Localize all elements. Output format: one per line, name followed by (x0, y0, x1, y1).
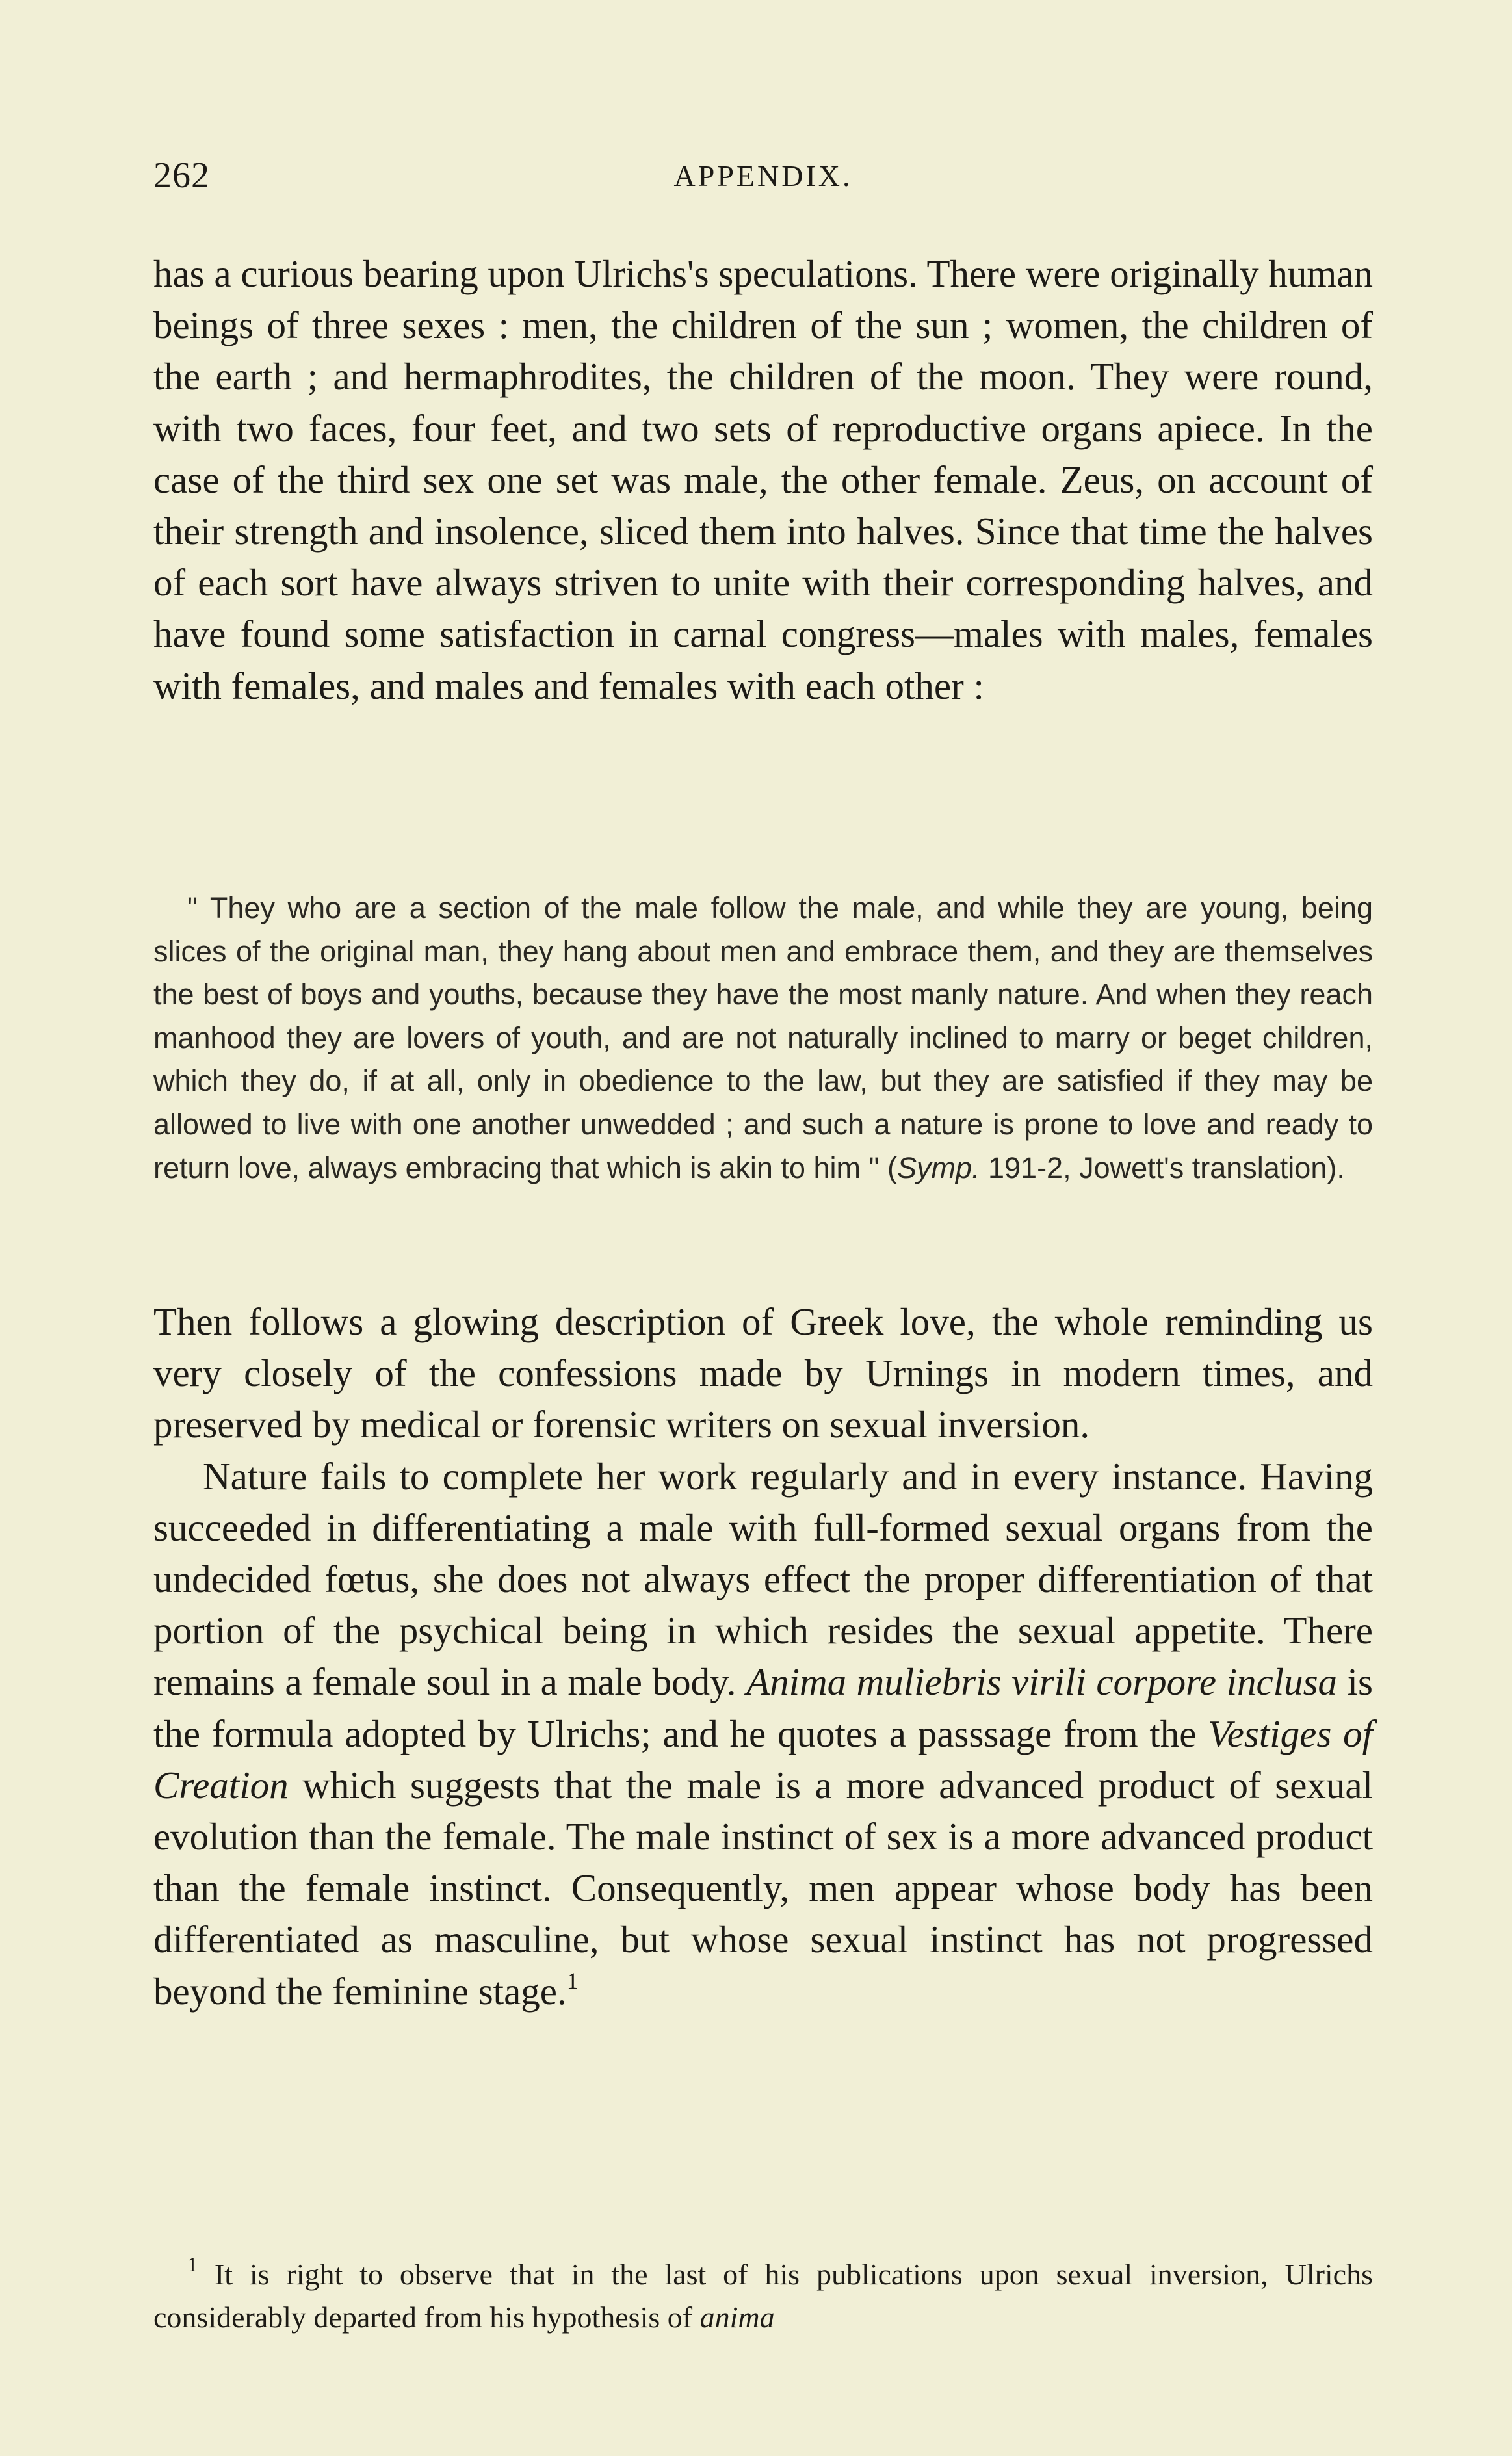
block-quotation (153, 887, 1373, 1190)
footnote-italic-end: anima (699, 2301, 775, 2334)
page-header (153, 155, 1373, 200)
book-title: Vestiges of Creation (153, 1712, 1373, 1807)
quotation-source-title: Symp. (896, 1151, 980, 1184)
latin-formula: Anima muliebris virili corpore inclusa (746, 1660, 1338, 1704)
footnote (153, 2253, 1373, 2339)
paragraph-3 (153, 1451, 1373, 2017)
quotation-paragraph (153, 887, 1373, 1190)
paragraph-1: has a curious bearing upon Ulrichs's speculations. There were originally human beings of three sexes : men, the children of the sun ; women, the children of the earth ; and hermaphrodites, the children of the moon. They were round, with two faces, four feet, and two sets of reproductive organs apiece. In the case of the third sex one set was male, the other female. Zeus, on account of their strength and insolence, sliced them into halves. Since that time the halves of each sort have always striven to unite with their corresponding halves, and have found some satisfaction in carnal congress—males with males, females with females, and males and females with each other : (153, 252, 1373, 707)
paragraph-3-part-3: which suggests that the male is a more advanced product of sexual evolution than the female. The male instinct of sex is a more advanced product than the female instinct. Consequently, men appear whose body has been differentiated as masculine, but whose sexual instinct has not progressed beyond the feminine stage. (153, 1763, 1373, 2013)
footnote-paragraph (153, 2253, 1373, 2339)
paragraph-2: Then follows a glowing description of Greek love, the whole reminding us very closely of the confessions made by Urnings in modern times, and preserved by medical or forensic writers on sexual inversion. (153, 1300, 1373, 1446)
body-text-top (153, 248, 1373, 712)
paragraph-3-part-2: is the formula adopted by Ulrichs; and he quotes a passsage from the (153, 1660, 1373, 1755)
body-text-bottom (153, 1296, 1373, 2017)
footnote-text: It is right to observe that in the last of his publications upon sexual inversion, Ulrichs considerably departed from his hypothesis of (153, 2258, 1373, 2334)
footnote-marker: 1 (187, 2253, 198, 2276)
page-number: 262 (153, 155, 210, 196)
quotation-source-rest: 191-2, Jowett's translation). (980, 1151, 1345, 1184)
footnote-reference[interactable]: 1 (566, 1967, 579, 1994)
running-head: APPENDIX. (673, 159, 853, 192)
paragraph-3-part-1: Nature fails to complete her work regularly and in every instance. Having succeeded in differentiating a male with full-formed sexual organs from the undecided fœtus, she does not always effect the proper differentiation of that portion of the psychical being in which resides the sexual appetite. There remains a female soul in a male body. (153, 1454, 1373, 1704)
quotation-text: " They who are a section of the male follow the male, and while they are young, being slices of the original man, they hang about men and embrace them, and they are themselves the best of boys and youths, because they have the most manly nature. And when they reach manhood they are lovers of youth, and are not naturally inclined to marry or beget children, which they do, if at all, only in obedience to the law, but they are satisfied if they may be allowed to live with one another unwedded ; and such a nature is prone to love and ready to return love, always embracing that which is akin to him " ( (153, 891, 1373, 1184)
